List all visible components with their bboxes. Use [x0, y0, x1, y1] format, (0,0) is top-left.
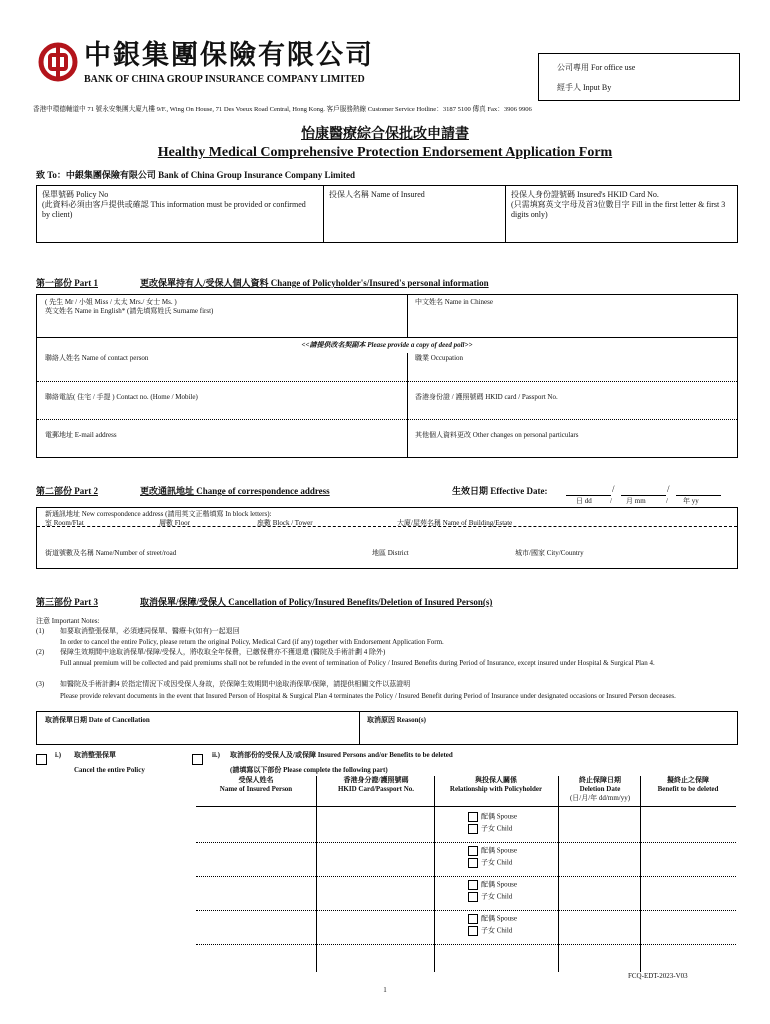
contact-person-field[interactable]: 聯絡人姓名 Name of contact person [45, 354, 149, 362]
dd-label: 日 dd [576, 497, 592, 505]
checkbox-icon [468, 812, 478, 822]
opt2-no: ii.) [212, 751, 220, 759]
row2-spouse-option[interactable]: 配偶 Spouse [468, 846, 517, 856]
part2-heading: 更改通訊地址 Change of correspondence address [140, 486, 330, 496]
checkbox-icon [468, 858, 478, 868]
yy-label: 年 yy [683, 497, 699, 505]
row4-spouse-option[interactable]: 配偶 Spouse [468, 914, 517, 924]
row1-child-option[interactable]: 子女 Child [468, 824, 517, 834]
col-name-header: 受保人姓名 Name of Insured Person [219, 776, 293, 793]
date-sep-1: / [610, 497, 612, 505]
insured-name-field[interactable] [329, 190, 499, 200]
input-by-label: 經手人 Input By [557, 83, 612, 92]
room-field[interactable]: 室 Room/Flat [45, 519, 84, 527]
cancel-date-field[interactable]: 取消保單日期 Date of Cancellation [45, 716, 150, 724]
title-options: ( 先生 Mr / 小姐 Miss / 太太 Mrs./ 女士 Ms. ) [45, 298, 177, 306]
effective-date-input[interactable] [566, 484, 736, 508]
row3-relationship[interactable] [468, 880, 517, 902]
row2-relationship[interactable] [468, 846, 517, 868]
office-use-box [538, 53, 740, 101]
opt1-en: Cancel the entire Policy [74, 766, 145, 774]
date-slash-1: / [612, 484, 615, 494]
deed-poll-note: <<請提供改名契副本 Please provide a copy of deed poll>> [301, 341, 473, 349]
english-name-field[interactable] [45, 298, 400, 316]
opt2-sub: (請填寫以下部份 Please complete the following part) [230, 766, 388, 774]
checkbox-icon [468, 824, 478, 834]
mm-label: 月 mm [626, 497, 646, 505]
note-1-no: (1) [36, 627, 45, 635]
checkbox-icon [468, 892, 478, 902]
email-field[interactable]: 電郵地址 E-mail address [45, 431, 117, 439]
row4-relationship[interactable] [468, 914, 517, 936]
form-title-cn: 怡康醫療綜合保批改申請書 [301, 127, 469, 142]
new-address-label: 新通訊地址 New correspondence address (請用英文正楷填寫 In block letters): [45, 510, 272, 518]
deletion-table [196, 776, 736, 976]
row1-relationship[interactable] [468, 812, 517, 834]
part2-number: 第二部份 Part 2 [36, 486, 98, 496]
company-address: 香港中環德輔道中 71 號永安集團大廈九樓 9/F., Wing On House, 71 Des Voeux Road Central, Hong Kong. 客戶服務熱線 Customer Service Hotline：3187 5100 傳真 Fax：3906 9906 [33, 106, 532, 113]
cancel-entire-policy-checkbox[interactable] [36, 750, 47, 768]
notes-title: 注意 Important Notes: [36, 617, 100, 625]
street-field[interactable]: 街道號數及名稱 Name/Number of street/road [45, 549, 177, 557]
floor-field[interactable]: 層數 Floor [159, 519, 190, 527]
hkid-passport-field[interactable]: 香港身份證 / 護照號碼 HKID card / Passport No. [415, 393, 558, 401]
checkbox-icon [468, 926, 478, 936]
checkbox-icon [468, 846, 478, 856]
row4-child-option[interactable]: 子女 Child [468, 926, 517, 936]
cancellation-box [36, 711, 738, 745]
date-slash-2: / [667, 484, 670, 494]
col-hkid-header: 香港身分證/護照號碼 HKID Card/Passport No. [337, 776, 415, 793]
policy-info-box [36, 185, 738, 243]
company-name-en: BANK OF CHINA GROUP INSURANCE COMPANY LIMITED [84, 74, 365, 85]
policy-no-label: 保單號碼 Policy No [42, 190, 109, 199]
part2-box [36, 507, 738, 569]
building-field[interactable]: 大廈/屋苑名稱 Name of Building/Estate [397, 519, 513, 527]
block-field[interactable]: 座數 Block / Tower [257, 519, 313, 527]
insured-hkid-field[interactable] [511, 190, 733, 220]
office-use-label: 公司專用 For office use [557, 63, 636, 72]
note-2-en: Full annual premium will be collected and paid premiums shall not be refunded in the event of termination of Policy / Insured Benefits during Period of Insurance, except insured under Hospital & Surgical Plan 4. [60, 659, 655, 667]
contact-no-field[interactable]: 聯絡電話( 住宅 / 手提 ) Contact no. (Home / Mobile) [45, 393, 198, 401]
note-3-cn: 如醫院及手術計劃4 於指定情況下或因受保人身故，於保障生效期間中途取消保單/保障，請提供相關文件以茲證明 [60, 680, 411, 688]
date-sep-2: / [666, 497, 668, 505]
note-1-en: In order to cancel the entire Policy, please return the original Policy, Medical Card (if any) together with Endorsement Application Form. [60, 638, 444, 646]
form-code: FCQ-EDT-2023-V03 [628, 972, 688, 980]
occupation-field[interactable]: 職業 Occupation [415, 354, 464, 362]
col-relationship-header: 與投保人關係 Relationship with Policyholder [449, 776, 543, 793]
district-field[interactable]: 地區 District [372, 549, 409, 557]
part1-box [36, 294, 738, 458]
insured-hkid-note: (只需填寫英文字母及首3位數目字 Fill in the first letter & first 3 digits only) [511, 200, 726, 219]
part1-heading: 更改保單持有人/受保人個人資料 Change of Policyholder's/Insured's personal information [140, 278, 489, 288]
row1-spouse-option[interactable]: 配偶 Spouse [468, 812, 517, 822]
note-2-cn: 保障生效期間中途取消保單/保障/受保人，將收取全年保費，已繳保費亦不獲退還 (醫院及手術計劃 4 除外) [60, 648, 386, 656]
checkbox-icon [468, 914, 478, 924]
policy-no-note: (此資料必須由客戶提供或確認 This information must be provided or confirmed by client) [42, 200, 306, 219]
company-name-cn: 中銀集團保險有限公司 [84, 40, 374, 70]
checkbox-icon [468, 880, 478, 890]
part3-heading: 取消保單/保障/受保人 Cancellation of Policy/Insured Benefits/Deletion of Insured Person(s) [140, 597, 493, 607]
row3-child-option[interactable]: 子女 Child [468, 892, 517, 902]
insured-name-label: 投保人名稱 Name of Insured [329, 190, 425, 199]
other-changes-field[interactable]: 其他個人資料更改 Other changes on personal particulars [415, 431, 579, 439]
row2-child-option[interactable]: 子女 Child [468, 858, 517, 868]
english-name-label: 英文姓名 Name in English* (請先填寫姓氏 Surname first) [45, 307, 214, 315]
delete-partial-checkbox[interactable] [192, 750, 203, 768]
part3-number: 第三部份 Part 3 [36, 597, 98, 607]
policy-no-field[interactable] [42, 190, 312, 220]
city-field[interactable]: 城市/國家 City/Country [515, 549, 584, 557]
addressee: 致 To：中銀集團保險有限公司 Bank of China Group Insurance Company Limited [36, 170, 356, 180]
note-3-en: Please provide relevant documents in the event that Insured Person of Hospital & Surgical Plan 4 terminates the Policy / Insured Benefit during Period of Insurance under designated occasions or Insured Person deceases. [60, 692, 676, 700]
opt2-label: 取消部份的受保人及/或保障 Insured Persons and/or Benefits to be deleted [230, 751, 453, 759]
boc-logo [38, 42, 78, 82]
opt1-no: i.) [55, 751, 62, 759]
note-2-no: (2) [36, 648, 45, 656]
opt1-cn: 取消整張保單 [74, 751, 116, 759]
effective-date-label: 生效日期 Effective Date: [452, 486, 548, 496]
note-1-cn: 如要取消整張保單，必須連同保單、醫療卡(如有)一起退回 [60, 627, 240, 635]
col-benefit-header: 擬終止之保障 Benefit to be deleted [657, 776, 719, 793]
page-number: 1 [383, 986, 387, 994]
reason-field[interactable]: 取消原因 Reason(s) [367, 716, 426, 724]
part1-number: 第一部份 Part 1 [36, 278, 98, 288]
chinese-name-field[interactable]: 中文姓名 Name in Chinese [415, 298, 493, 306]
col-deletion-date-header: 終止保障日期 Deletion Date (日/月/年 dd/mm/yy) [569, 776, 631, 802]
row3-spouse-option[interactable]: 配偶 Spouse [468, 880, 517, 890]
form-title-en: Healthy Medical Comprehensive Protection Endorsement Application Form [157, 145, 613, 160]
insured-hkid-label: 投保人身份證號碼 Insured's HKID Card No. [511, 190, 659, 199]
note-3-no: (3) [36, 680, 45, 688]
